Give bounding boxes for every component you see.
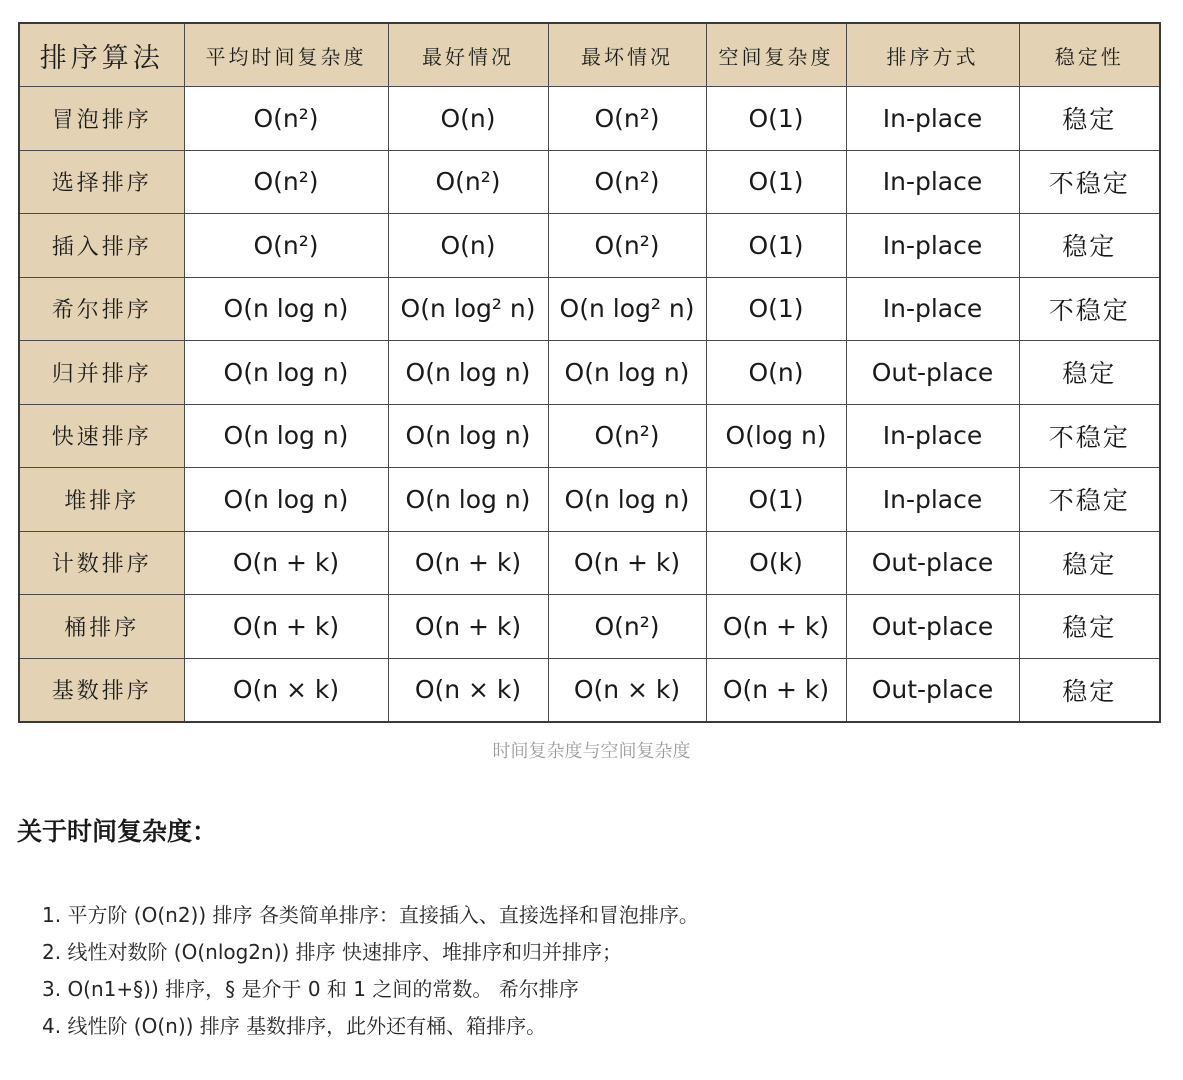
list-item: 1. 平方阶 (O(n2)) 排序 各类简单排序：直接插入、直接选择和冒泡排序。	[42, 903, 699, 927]
row-algorithm-name: 选择排序	[19, 150, 184, 214]
cell-method: Out-place	[846, 531, 1019, 595]
cell-method: Out-place	[846, 341, 1019, 405]
cell-space: O(log n)	[706, 404, 846, 468]
row-algorithm-name: 归并排序	[19, 341, 184, 405]
complexity-notes-list	[42, 897, 699, 1045]
cell-space: O(n + k)	[706, 658, 846, 722]
cell-method: Out-place	[846, 658, 1019, 722]
cell-stability: 不稳定	[1019, 150, 1160, 214]
cell-best-case: O(n)	[388, 87, 548, 151]
cell-best-case: O(n + k)	[388, 531, 548, 595]
header-cell-stability: 稳定性	[1019, 23, 1160, 87]
table-row	[19, 658, 1160, 722]
cell-space: O(1)	[706, 468, 846, 532]
cell-worst-case: O(n log n)	[548, 341, 706, 405]
row-algorithm-name: 计数排序	[19, 531, 184, 595]
cell-worst-case: O(n²)	[548, 214, 706, 278]
table-row	[19, 531, 1160, 595]
row-algorithm-name: 桶排序	[19, 595, 184, 659]
cell-worst-case: O(n log n)	[548, 468, 706, 532]
cell-best-case: O(n log n)	[388, 468, 548, 532]
row-algorithm-name: 冒泡排序	[19, 87, 184, 151]
cell-average-time: O(n²)	[184, 214, 388, 278]
cell-average-time: O(n log n)	[184, 468, 388, 532]
cell-best-case: O(n + k)	[388, 595, 548, 659]
header-cell-average-time: 平均时间复杂度	[184, 23, 388, 87]
row-algorithm-name: 基数排序	[19, 658, 184, 722]
table-header-row	[19, 23, 1160, 87]
section-heading: 关于时间复杂度：	[17, 817, 218, 846]
cell-space: O(1)	[706, 214, 846, 278]
cell-best-case: O(n log n)	[388, 341, 548, 405]
list-item: 4. 线性阶 (O(n)) 排序 基数排序，此外还有桶、箱排序。	[42, 1014, 547, 1038]
table-row	[19, 214, 1160, 278]
row-algorithm-name: 希尔排序	[19, 277, 184, 341]
cell-average-time: O(n log n)	[184, 341, 388, 405]
cell-best-case: O(n log n)	[388, 404, 548, 468]
cell-method: In-place	[846, 404, 1019, 468]
cell-stability: 稳定	[1019, 658, 1160, 722]
row-algorithm-name: 堆排序	[19, 468, 184, 532]
cell-best-case: O(n × k)	[388, 658, 548, 722]
row-algorithm-name: 插入排序	[19, 214, 184, 278]
cell-stability: 稳定	[1019, 87, 1160, 151]
cell-worst-case: O(n²)	[548, 404, 706, 468]
table-row	[19, 87, 1160, 151]
row-algorithm-name: 快速排序	[19, 404, 184, 468]
sorting-complexity-table	[18, 22, 1161, 723]
cell-average-time: O(n × k)	[184, 658, 388, 722]
cell-space: O(n)	[706, 341, 846, 405]
cell-worst-case: O(n²)	[548, 87, 706, 151]
cell-stability: 不稳定	[1019, 468, 1160, 532]
list-item: 3. O(n1+§)) 排序，§ 是介于 0 和 1 之间的常数。 希尔排序	[42, 977, 579, 1001]
header-cell-space: 空间复杂度	[706, 23, 846, 87]
cell-best-case: O(n)	[388, 214, 548, 278]
cell-method: In-place	[846, 87, 1019, 151]
cell-average-time: O(n + k)	[184, 595, 388, 659]
table-caption: 时间复杂度与空间复杂度	[492, 741, 691, 762]
table-row	[19, 404, 1160, 468]
cell-space: O(n + k)	[706, 595, 846, 659]
cell-stability: 稳定	[1019, 595, 1160, 659]
list-item: 2. 线性对数阶 (O(nlog2n)) 排序 快速排序、堆排序和归并排序；	[42, 940, 623, 964]
cell-stability: 稳定	[1019, 214, 1160, 278]
cell-best-case: O(n log² n)	[388, 277, 548, 341]
table-row	[19, 277, 1160, 341]
cell-best-case: O(n²)	[388, 150, 548, 214]
cell-method: In-place	[846, 277, 1019, 341]
cell-space: O(1)	[706, 277, 846, 341]
header-cell-algorithm: 排序算法	[19, 23, 184, 87]
cell-space: O(1)	[706, 87, 846, 151]
cell-worst-case: O(n²)	[548, 595, 706, 659]
cell-average-time: O(n²)	[184, 150, 388, 214]
cell-stability: 稳定	[1019, 341, 1160, 405]
cell-average-time: O(n + k)	[184, 531, 388, 595]
cell-stability: 不稳定	[1019, 404, 1160, 468]
table-row	[19, 150, 1160, 214]
cell-stability: 不稳定	[1019, 277, 1160, 341]
cell-space: O(k)	[706, 531, 846, 595]
table-row	[19, 341, 1160, 405]
cell-worst-case: O(n × k)	[548, 658, 706, 722]
cell-method: In-place	[846, 468, 1019, 532]
cell-method: In-place	[846, 150, 1019, 214]
cell-method: Out-place	[846, 595, 1019, 659]
cell-stability: 稳定	[1019, 531, 1160, 595]
table-row	[19, 468, 1160, 532]
cell-average-time: O(n log n)	[184, 404, 388, 468]
cell-worst-case: O(n log² n)	[548, 277, 706, 341]
table-row	[19, 595, 1160, 659]
cell-space: O(1)	[706, 150, 846, 214]
cell-method: In-place	[846, 214, 1019, 278]
cell-average-time: O(n log n)	[184, 277, 388, 341]
header-cell-method: 排序方式	[846, 23, 1019, 87]
header-cell-best-case: 最好情况	[388, 23, 548, 87]
cell-average-time: O(n²)	[184, 87, 388, 151]
cell-worst-case: O(n + k)	[548, 531, 706, 595]
header-cell-worst-case: 最坏情况	[548, 23, 706, 87]
cell-worst-case: O(n²)	[548, 150, 706, 214]
